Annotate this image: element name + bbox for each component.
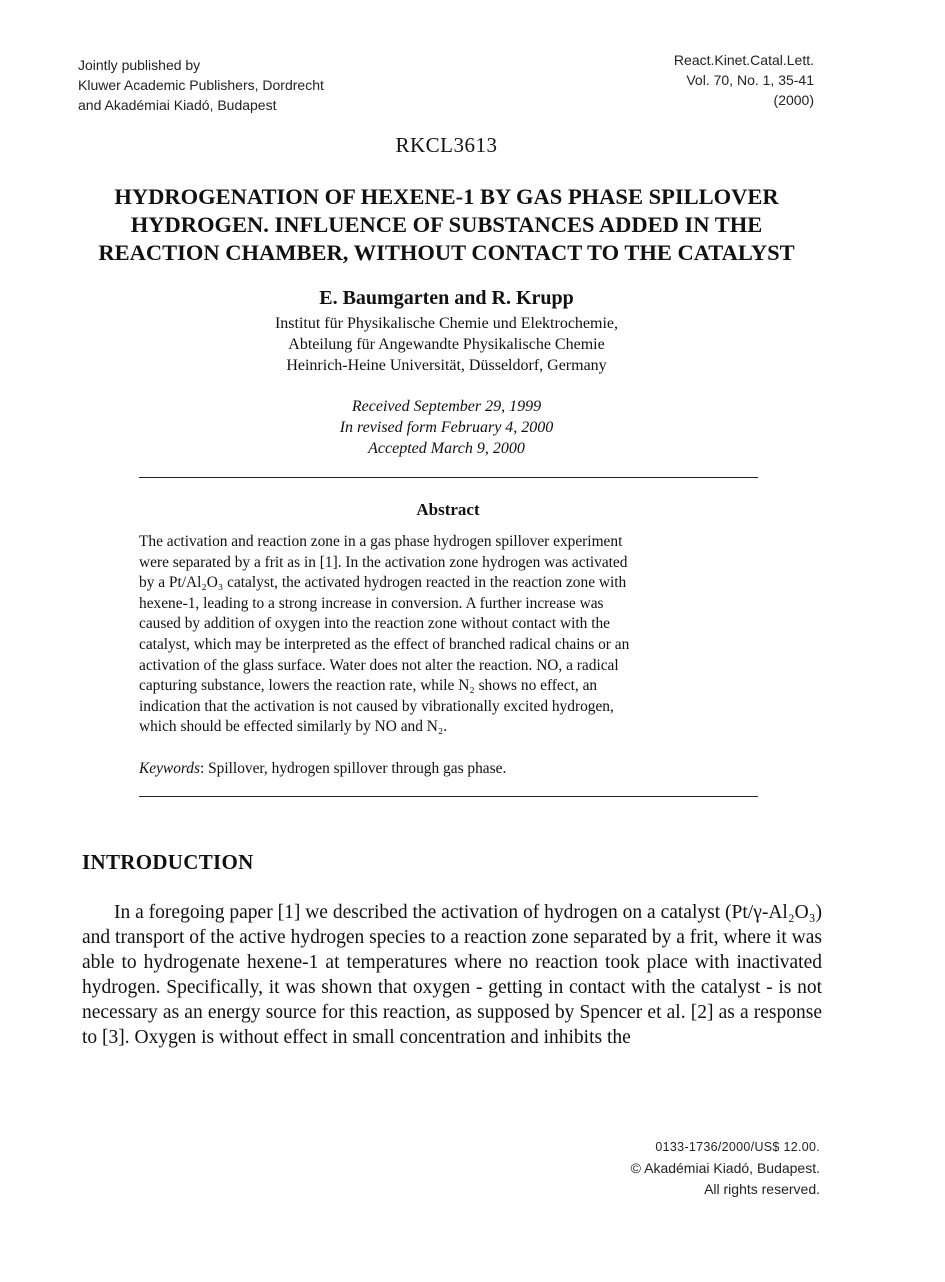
abstract-line: caused by addition of oxygen into the reaction zone without contact with the <box>139 615 610 633</box>
abstract-line: were separated by a frit as in [1]. In the activation zone hydrogen was activated <box>139 553 628 571</box>
price-code: 0133-1736/2000/US$ 12.00. <box>655 1140 820 1154</box>
publisher-info <box>78 55 324 115</box>
journal-reference <box>674 50 814 110</box>
journal-name: React.Kinet.Catal.Lett. <box>673 52 814 68</box>
abstract-bottom-rule <box>139 796 758 797</box>
keywords-label: Keywords <box>139 760 200 777</box>
article-dates <box>0 396 893 459</box>
affiliation-line: Heinrich-Heine Universität, Düsseldorf, Germany <box>286 357 607 374</box>
copyright-notice <box>631 1137 820 1200</box>
copyright-line: © Akadémiai Kiadó, Budapest. <box>630 1160 820 1176</box>
authors: E. Baumgarten and R. Krupp <box>319 287 574 309</box>
affiliation <box>0 313 893 376</box>
publisher-line: Kluwer Academic Publishers, Dordrecht <box>78 77 324 93</box>
journal-year: (2000) <box>773 92 814 108</box>
received-date: Received September 29, 1999 <box>351 398 542 415</box>
title-line: HYDROGEN. INFLUENCE OF SUBSTANCES ADDED IN THE <box>130 212 763 237</box>
abstract-line: by a Pt/Al₂O₃ catalyst, the activated hydrogen reacted in the reaction zone with <box>139 574 627 592</box>
abstract-line: catalyst, which may be interpreted as the effect of branched radical chains or an <box>139 635 630 653</box>
abstract-line: activation of the glass surface. Water does not alter the reaction. NO, a radical <box>139 656 619 674</box>
section-heading-introduction: INTRODUCTION <box>82 850 254 874</box>
abstract-top-rule <box>139 477 758 478</box>
affiliation-line: Institut für Physikalische Chemie und Elektrochemie, <box>274 315 619 332</box>
revised-date: In revised form February 4, 2000 <box>339 419 554 436</box>
abstract-line: indication that the activation is not caused by vibrationally excited hydrogen, <box>139 697 614 715</box>
keywords <box>139 759 760 779</box>
abstract-line: The activation and reaction zone in a gas phase hydrogen spillover experiment <box>139 533 623 550</box>
title-line: HYDROGENATION OF HEXENE-1 BY GAS PHASE SPILLOVER <box>114 184 779 209</box>
abstract-heading: Abstract <box>416 500 480 519</box>
keywords-text: : Spillover, hydrogen spillover through gas phase. <box>200 760 507 777</box>
abstract-line: hexene-1, leading to a strong increase in conversion. A further increase was <box>139 594 604 612</box>
rights-line: All rights reserved. <box>704 1181 820 1197</box>
abstract-line: which should be effected similarly by NO and N₂. <box>139 718 448 736</box>
introduction-paragraph: In a foregoing paper [1] we described the activation of hydrogen on a catalyst (Pt/γ-Al₂O₃) and transport of the active hydrogen species to a reaction zone separated by a frit, where it was able to hydrogenate hexene-1 at temperatures where no reaction took place with inactivated hydrogen. Specifically, it was shown that oxygen - getting in contact with the catalyst - is not necessary as an energy source for this reaction, as supposed by Spencer et al. [2] as a response to [3]. Oxygen is without effect in small concentration and inhibits the <box>82 902 822 1048</box>
article-title <box>60 183 833 267</box>
article-id: RKCL3613 <box>395 133 498 157</box>
affiliation-line: Abteilung für Angewandte Physikalische Chemie <box>288 336 605 353</box>
publisher-line: Jointly published by <box>78 57 201 73</box>
publisher-line: and Akadémiai Kiadó, Budapest <box>78 97 277 113</box>
accepted-date: Accepted March 9, 2000 <box>368 440 525 457</box>
abstract-body <box>139 532 760 738</box>
journal-volume: Vol. 70, No. 1, 35-41 <box>686 72 814 88</box>
abstract-line: capturing substance, lowers the reaction rate, while N₂ shows no effect, an <box>139 677 598 695</box>
title-line: REACTION CHAMBER, WITHOUT CONTACT TO THE CATALYST <box>98 240 795 265</box>
